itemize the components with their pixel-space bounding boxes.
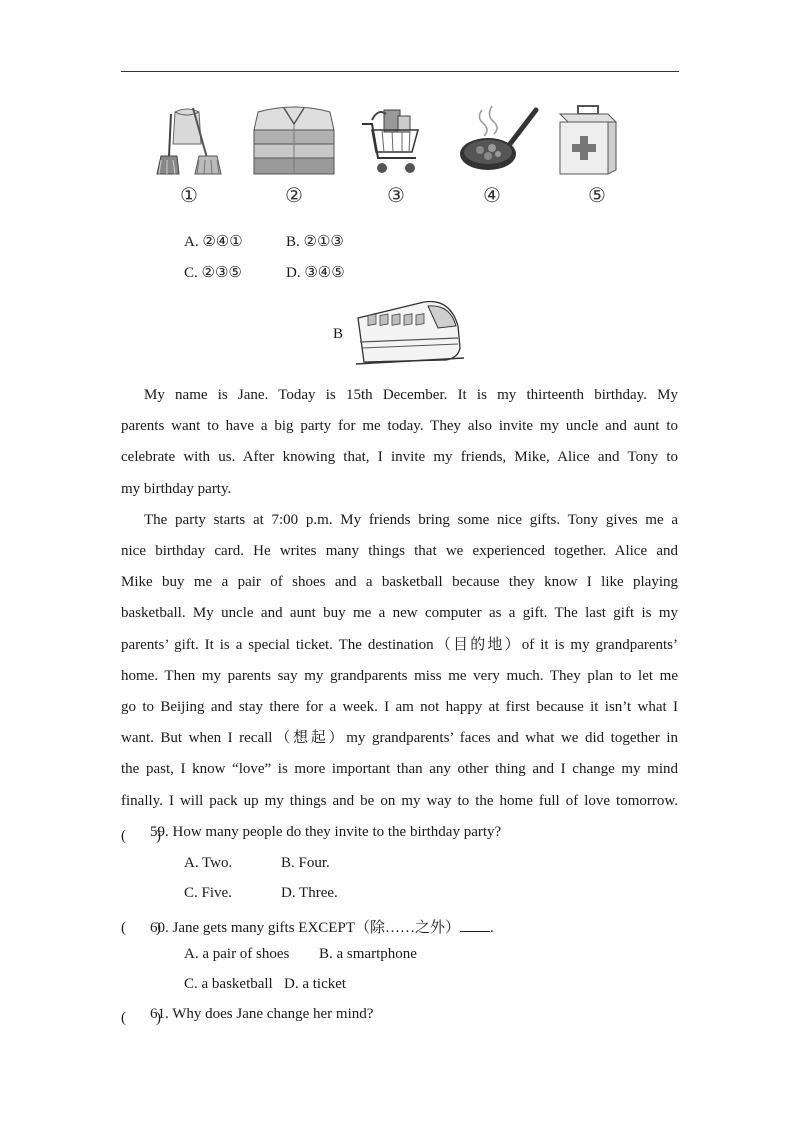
passage-line: want. But when I recall（想起）my grandparents’ faces and what we did together in — [121, 730, 678, 747]
passage-line: home. Then my parents say my grandparents miss me very much. They plan to let me — [121, 667, 678, 684]
passage-line: The party starts at 7:00 p.m. My friends bring some nice gifts. Tony gives me a — [144, 511, 678, 528]
prev-option-d: D. ③④⑤ — [286, 265, 345, 281]
reading-passage — [121, 380, 678, 817]
passage-line: Mike buy me a pair of shoes and a basketball because they know I like playing — [121, 574, 678, 591]
passage-paragraph-1 — [121, 380, 678, 505]
prev-option-a: A. ②④① — [184, 234, 243, 250]
question-60-stem-line — [150, 916, 494, 937]
question-60-option-b: B. a smartphone — [319, 946, 417, 962]
train-icon — [354, 296, 466, 368]
picture-label-1: ① — [180, 183, 198, 207]
question-59-option-d: D. Three. — [281, 885, 338, 901]
picture-label-4: ④ — [483, 183, 501, 207]
question-60-stem-end: . — [489, 920, 494, 936]
passage-paragraph-2 — [121, 505, 678, 817]
question-60-stem: 60. Jane gets many gifts EXCEPT（除……之外） — [150, 920, 460, 936]
passage-line: parents’ gift. It is a special ticket. The destination（目的地）of it is my grandparents’ — [121, 636, 678, 653]
folded-shirts-icon — [248, 102, 340, 180]
question-59-option-b: B. Four. — [281, 855, 330, 871]
passage-line: the past, I know “love” is more important than any other thing and I change my mind — [121, 761, 678, 778]
prev-option-b: B. ②①③ — [286, 234, 344, 250]
section-label: B — [333, 326, 344, 342]
passage-line: basketball. My uncle and aunt buy me a new computer as a gift. The last gift is my — [121, 605, 678, 622]
top-rule — [121, 71, 679, 72]
passage-line: my birthday party. — [121, 480, 232, 497]
question-59-option-c: C. Five. — [184, 885, 232, 901]
answer-blank[interactable] — [460, 917, 490, 932]
answer-paren-61[interactable]: ( ) — [121, 1010, 161, 1026]
passage-line: parents want to have a big party for me today. They also invite my uncle and aunt to — [121, 418, 678, 435]
cleaning-tools-icon — [155, 104, 227, 178]
shopping-cart-icon — [358, 104, 424, 180]
picture-label-3: ③ — [387, 183, 405, 207]
question-60-option-c: C. a basketball — [184, 976, 273, 992]
passage-line: celebrate with us. After knowing that, I invite my friends, Mike, Alice and Tony to — [121, 449, 678, 466]
answer-paren-59[interactable]: ( ) — [121, 828, 161, 844]
question-59-stem: 59. How many people do they invite to the birthday party? — [150, 824, 502, 840]
picture-label-2: ② — [285, 183, 303, 207]
question-61-stem: 61. Why does Jane change her mind? — [150, 1006, 374, 1022]
passage-line: nice birthday card. He writes many things that we experienced together. Alice and — [121, 543, 678, 560]
first-aid-kit-icon — [556, 104, 620, 178]
frying-pan-icon — [458, 104, 540, 176]
picture-label-5: ⑤ — [588, 183, 606, 207]
question-60-option-a: A. a pair of shoes — [184, 946, 290, 962]
passage-line: go to Beijing and stay there for a week. I am not happy at first because it isn’t what I — [121, 699, 678, 716]
prev-option-c: C. ②③⑤ — [184, 265, 242, 281]
passage-line: finally. I will pack up my things and be on my way to the home full of love tomorrow. — [121, 792, 678, 809]
passage-line: My name is Jane. Today is 15th December. It is my thirteenth birthday. My — [144, 387, 678, 403]
question-59-option-a: A. Two. — [184, 855, 233, 871]
question-60-option-d: D. a ticket — [284, 976, 347, 992]
answer-paren-60[interactable]: ( ) — [121, 920, 161, 936]
